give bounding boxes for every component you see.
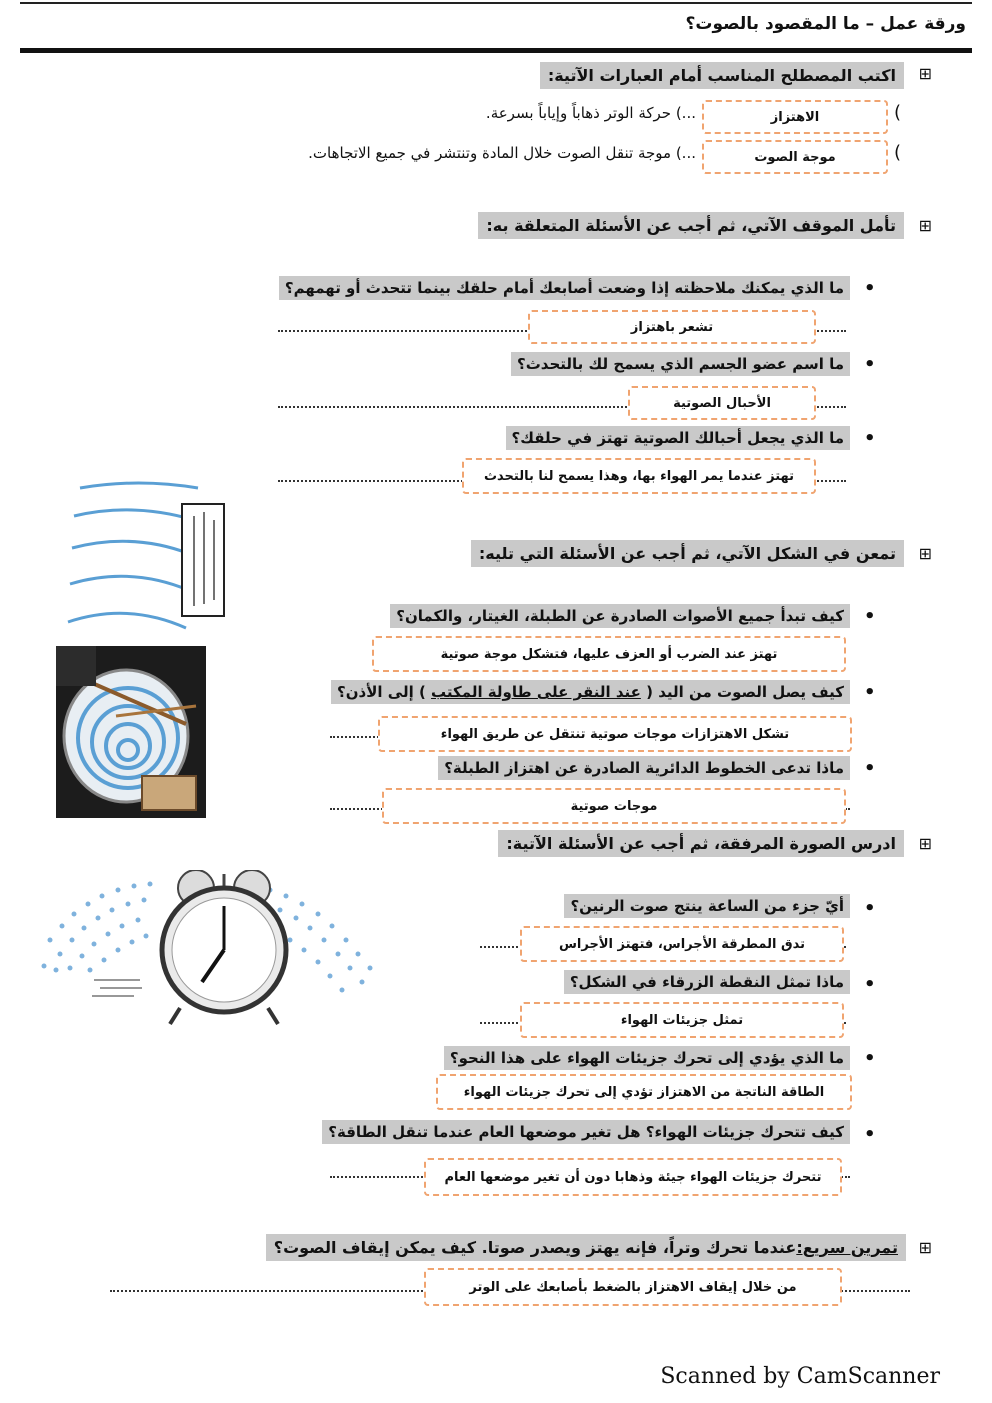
bullet-icon: •	[864, 606, 876, 627]
question-text: كيف تتحرك جزيئات الهواء؟ هل تغير موضعها العام عندما تنقل الطاقة؟	[322, 1120, 850, 1144]
table-icon: ⊞	[918, 216, 932, 235]
answer-box[interactable]: تهتز عند الضرب أو العزف عليها، فتشكل موجة صوتية	[372, 636, 846, 672]
scanner-watermark: Scanned by CamScanner	[660, 1364, 940, 1389]
bullet-icon: •	[864, 428, 876, 449]
top-rule	[20, 2, 972, 4]
table-icon: ⊞	[918, 64, 932, 83]
table-icon: ⊞	[918, 834, 932, 853]
bullet-icon: •	[864, 354, 876, 375]
bullet-icon: •	[864, 1048, 876, 1069]
section2-header: تأمل الموقف الآتي، ثم أجب عن الأسئلة المتعلقة به:	[478, 212, 904, 239]
answer-box[interactable]: الأحبال الصوتية	[628, 386, 816, 420]
paren-open: (	[894, 142, 902, 163]
bullet-icon: •	[864, 278, 876, 299]
question-text: ماذا تدعى الخطوط الدائرية الصادرة عن اهتزاز الطبلة؟	[438, 756, 850, 780]
statement-text: ...) حركة الوتر ذهاباً وإياباً بسرعة.	[485, 104, 696, 122]
bullet-icon: •	[864, 758, 876, 779]
quick-exercise-question: تمرين سريع:عندما تحرك وتراً، فإنه يهتز ويصدر صوتا. كيف يمكن إيقاف الصوت؟	[266, 1234, 906, 1261]
question-text: أيّ جزء من الساعة ينتج صوت الرنين؟	[564, 894, 850, 918]
bullet-icon: •	[864, 682, 876, 703]
question-text: ما الذي يجعل أحبالك الصوتية تهتز في حلقك؟	[506, 426, 850, 450]
answer-box[interactable]: تهتز عندما يمر الهواء بها، وهذا يسمح لنا بالتحدث	[462, 458, 816, 494]
table-icon: ⊞	[918, 544, 932, 563]
answer-box[interactable]: تشكل الاهتزازات موجات صوتية تنتقل عن طريق الهواء	[378, 716, 852, 752]
answer-box[interactable]: موجات صوتية	[382, 788, 846, 824]
answer-box[interactable]: تتحرك جزيئات الهواء جيئة وذهابا دون أن تغير موضعها العام	[424, 1158, 842, 1196]
section3-header: تمعن في الشكل الآتي، ثم أجب عن الأسئلة التي تليه:	[471, 540, 904, 567]
question-text: ما الذي يؤدي إلى تحرك جزيئات الهواء على هذا النحو؟	[444, 1046, 850, 1070]
bullet-icon: •	[864, 1124, 876, 1145]
question-text: ما الذي يمكنك ملاحظته إذا وضعت أصابعك أمام حلقك بينما تتحدث أو تهمهم؟	[279, 276, 850, 300]
paren-open: (	[894, 102, 902, 123]
bullet-icon: •	[864, 974, 876, 995]
answer-box[interactable]: موجة الصوت	[702, 140, 888, 174]
statement-text: ...) موجة تنقل الصوت خلال المادة وتنتشر في جميع الاتجاهات.	[308, 144, 696, 162]
answer-box[interactable]: من خلال إيقاف الاهتزاز بالضغط بأصابعك على الوتر	[424, 1268, 842, 1306]
answer-box[interactable]: تدق المطرقة الأجراس، فتهتز الأجراس	[520, 926, 844, 962]
question-text: ما اسم عضو الجسم الذي يسمح لك بالتحدث؟	[511, 352, 850, 376]
question-text: كيف يصل الصوت من اليد ( عند النقر على طاولة المكتب ) إلى الأذن؟	[331, 680, 850, 704]
alarm-clock-illustration	[30, 870, 382, 1030]
bullet-icon: •	[864, 898, 876, 919]
section1-header: اكتب المصطلح المناسب أمام العبارات الآتية:	[540, 62, 904, 89]
sound-wave-illustration	[58, 476, 230, 638]
page-title: ورقة عمل – ما المقصود بالصوت؟	[685, 14, 966, 34]
answer-box[interactable]: الطاقة الناتجة من الاهتزاز تؤدي إلى تحرك جزيئات الهواء	[436, 1074, 852, 1110]
answer-box[interactable]: تشعر باهتزاز	[528, 310, 816, 344]
section4-header: ادرس الصورة المرفقة، ثم أجب عن الأسئلة الآتية:	[498, 830, 904, 857]
title-rule	[20, 48, 972, 53]
drum-photo	[56, 646, 206, 818]
question-text: كيف تبدأ جميع الأصوات الصادرة عن الطبلة، الغيتار، والكمان؟	[390, 604, 850, 628]
answer-box[interactable]: الاهتزاز	[702, 100, 888, 134]
answer-box[interactable]: تمثل جزيئات الهواء	[520, 1002, 844, 1038]
table-icon: ⊞	[918, 1238, 932, 1257]
question-text: ماذا تمثل النقطة الزرقاء في الشكل؟	[564, 970, 850, 994]
